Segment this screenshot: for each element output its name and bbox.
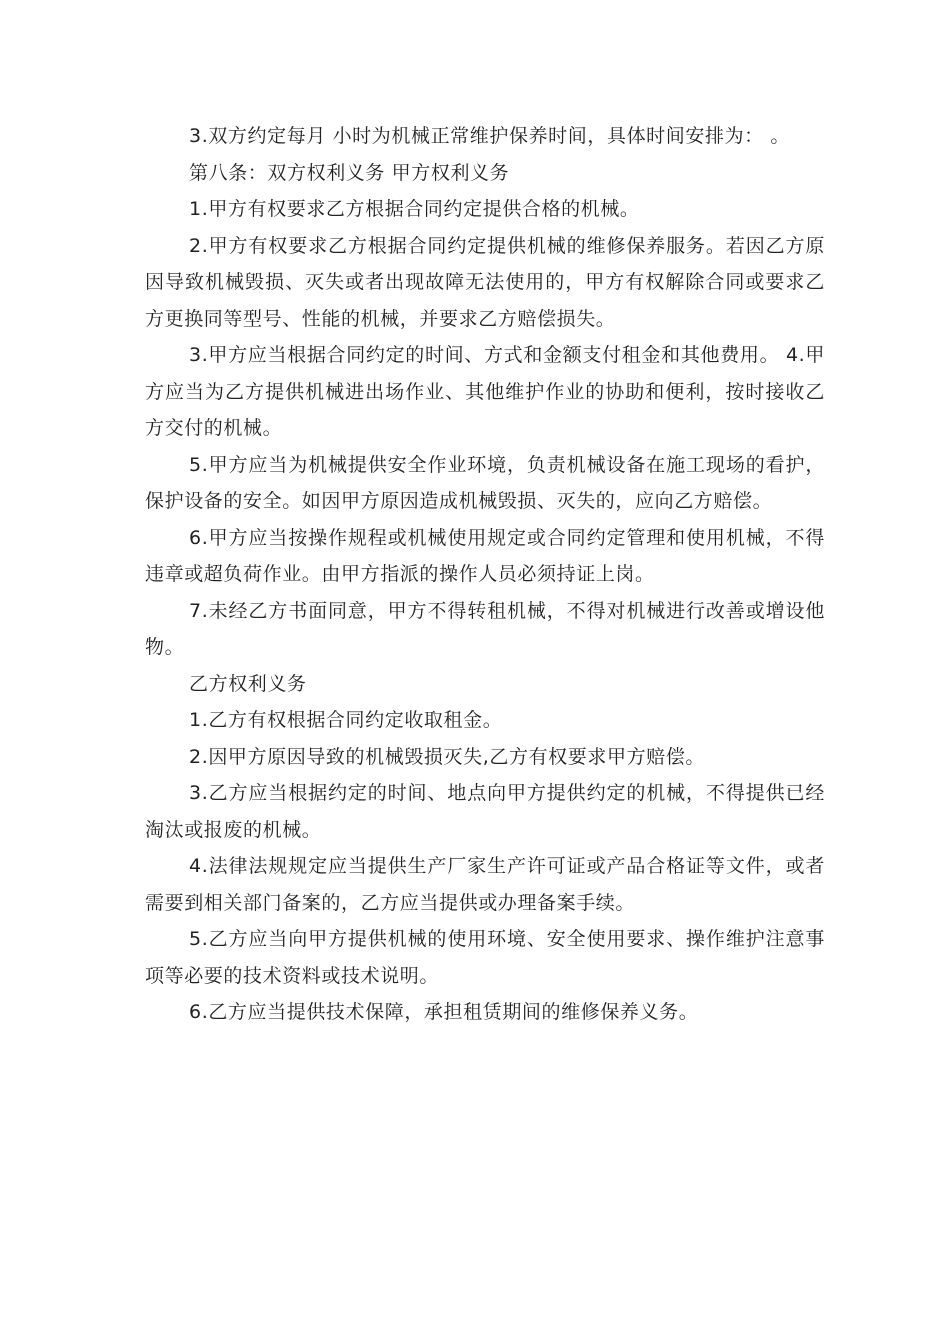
article-eight-heading: 第八条：双方权利义务 甲方权利义务: [189, 161, 510, 184]
party-a-obligation-5: 5.甲方应当为机械提供安全作业环境，负责机械设备在施工现场的看护，保护设备的安全。如因甲方原因造成机械毁损、灭失的，应向乙方赔偿。: [145, 453, 825, 512]
party-b-obligation-5: 5.乙方应当向甲方提供机械的使用环境、安全使用要求、操作维护注意事项等必要的技术资料或技术说明。: [145, 928, 825, 987]
party-b-heading: 乙方权利义务: [189, 672, 307, 695]
party-b-obligation-4: 4.法律法规规定应当提供生产厂家生产许可证或产品合格证等文件，或者需要到相关部门备案的，乙方应当提供或办理备案手续。: [145, 855, 825, 914]
party-a-obligation-7: 7.未经乙方书面同意，甲方不得转租机械，不得对机械进行改善或增设他物。: [145, 599, 825, 658]
party-a-obligation-3-4: 3.甲方应当根据合同约定的时间、方式和金额支付租金和其他费用。 4.甲方应当为乙方提供机械进出场作业、其他维护作业的协助和便利，按时接收乙方交付的机械。: [145, 344, 825, 439]
party-b-obligation-6: 6.乙方应当提供技术保障，承担租赁期间的维修保养义务。: [189, 1001, 699, 1023]
clause-maintenance-time: 3.双方约定每月 小时为机械正常维护保养时间，具体时间安排为： 。: [189, 125, 791, 147]
party-a-obligation-6: 6.甲方应当按操作规程或机械使用规定或合同约定管理和使用机械，不得违章或超负荷作业。由甲方指派的操作人员必须持证上岗。: [145, 526, 825, 585]
party-b-right-1: 1.乙方有权根据合同约定收取租金。: [189, 709, 503, 731]
party-a-right-2: 2.甲方有权要求乙方根据合同约定提供机械的维修保养服务。若因乙方原因导致机械毁损、灭失或者出现故障无法使用的，甲方有权解除合同或要求乙方更换同等型号、性能的机械，并要求乙方赔偿损失。: [145, 234, 825, 330]
party-b-obligation-3: 3.乙方应当根据约定的时间、地点向甲方提供约定的机械，不得提供已经淘汰或报废的机械。: [145, 782, 825, 841]
party-b-right-2: 2.因甲方原因导致的机械毁损灭失,乙方有权要求甲方赔偿。: [189, 745, 705, 768]
document-body: [145, 118, 825, 1031]
party-a-right-1: 1.甲方有权要求乙方根据合同约定提供合格的机械。: [189, 198, 640, 220]
